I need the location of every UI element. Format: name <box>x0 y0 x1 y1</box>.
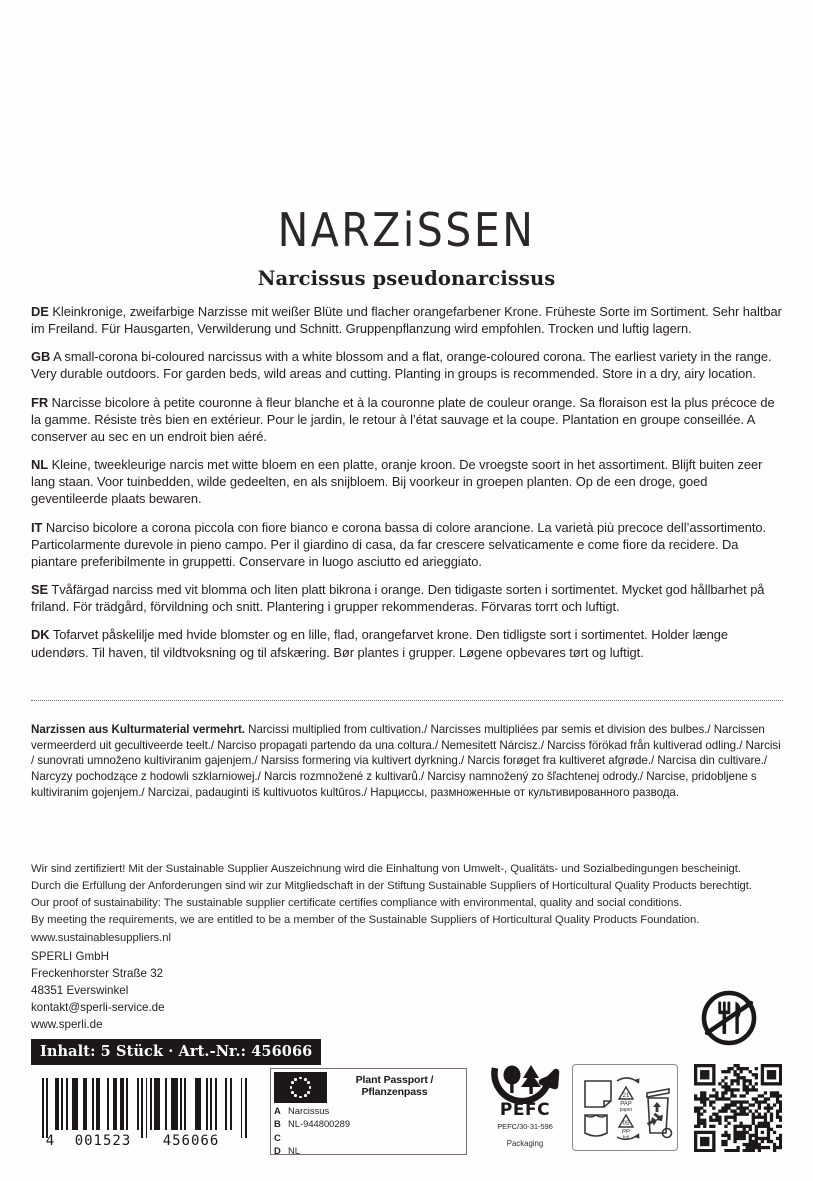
svg-text:05: 05 <box>622 1121 630 1127</box>
pefc-certification <box>486 1062 564 1148</box>
plant-passport-value: NL <box>288 1145 300 1157</box>
plant-passport-key: D <box>274 1145 281 1157</box>
language-code: SE <box>31 582 49 598</box>
title-block <box>0 203 813 290</box>
sustainability-url: www.sustainablesuppliers.nl <box>31 931 171 944</box>
latin-name: Narcissus pseudonarcissus <box>257 267 556 290</box>
plant-passport-rows <box>271 1103 466 1157</box>
recycle-symbol-pap <box>619 1087 633 1113</box>
description-text: Narciso bicolore a corona piccola con fiore bianco e corona bassa di colore arancione. La varietà più precoce dell’assortimento. Particolarmente durevole in pieno campo. Per il giardino di casa, da far crescere selvaticamente e come fiore da recidere. Da piantare preferibilmente in gruppetti. Conservare in luogo asciutto ed arieggiato. <box>31 519 767 569</box>
language-code: DK <box>31 627 50 643</box>
sustainability-line-1: Wir sind zertifiziert! Mit der Sustainable Supplier Auszeichnung wird die Einhaltung von Umwelt-, Qualitäts- und Sozialbedingungen bescheinigt. <box>31 863 741 875</box>
barcode-digit-group-2: 456066 <box>162 1133 220 1149</box>
plant-passport-row <box>274 1104 466 1117</box>
recycling-bin-icon <box>647 1089 672 1138</box>
qr-code-icon[interactable] <box>694 1064 782 1152</box>
sustainability-note <box>31 861 783 947</box>
barcode-bars <box>42 1078 247 1138</box>
sustainability-line-2: Durch die Erfüllung der Anforderungen sind wir zur Mitgliedschaft in der Stiftung Sustainable Suppliers of Horticultural Quality Products berechtigt. <box>31 880 752 893</box>
plant-passport-key: A <box>274 1105 281 1116</box>
svg-text:PP: PP <box>621 1129 631 1136</box>
contents-badge: Inhalt: 5 Stück · Art.-Nr.: 456066 <box>31 1039 321 1065</box>
plant-passport-row <box>274 1144 466 1157</box>
sustainability-line-3: Our proof of sustainability: The sustainable supplier certificate certifies compliance with environmental, quality and social conditions. <box>31 897 683 910</box>
divider <box>31 700 783 701</box>
pefc-wordmark: PEFC <box>499 1100 551 1120</box>
plant-passport-key: B <box>274 1118 281 1130</box>
language-code: GB <box>31 349 51 365</box>
barcode-digit-group-0: 4 <box>45 1133 56 1149</box>
plant-passport-row <box>274 1131 466 1144</box>
pefc-code: PEFC/30-31-596 <box>497 1121 553 1131</box>
propagation-text: Narcissi multiplied from cultivation./ Narcisses multipliées par semis et division des bulbes./ Narcissen vermeerderd uit gecultiveerde teelt./ Narciso propagati partendo da una coltura./ Nemesitett Nárcisz./ Narciss förökad från kultiverad odling./ Narcisi / sunovrati umnoženo kultiviranim gajenjem./ Narsiss formering via kultivert dyrkning./ Narcis forøget fra kultiveret afgrøde./ Narcisa din cultivare./ Narcyzy pochodzące z hodowli szklarniowej./ Narcis rozmnožené z kultivarů./ Narcisy namnožený zo šľachtenej odrody./ Narcise, pridobljene s kultiviranim gojenjem./ Narcizai, padauginti iš kultivuotos kultūros./ Нарциссы, размноженные от культивированного развода. <box>31 723 781 799</box>
plant-passport <box>270 1068 467 1155</box>
description-fr <box>31 394 783 445</box>
plant-passport-row <box>274 1117 466 1130</box>
svg-text:paper: paper <box>619 1107 633 1113</box>
company-street: Freckenhorster Straße 32 <box>31 966 164 980</box>
page-title: NARZiSSEN <box>277 203 536 258</box>
description-de <box>31 303 783 337</box>
plant-passport-title: Plant Passport / Pflanzenpass <box>355 1074 434 1098</box>
description-text: Narcisse bicolore à petite couronne à fleur blanche et à la couronne plate de couleur orange. Sa floraison est la plus précoce de la gamme. Résiste très bien en extérieur. Pour le jardin, le retour à l’état sauvage et la coupe. Plantation en groupe conseillée. A conserver au sec en un endroit bien aéré. <box>31 394 775 444</box>
company-city: 48351 Everswinkel <box>31 983 129 997</box>
description-list <box>31 303 783 672</box>
pefc-category: Packaging <box>506 1138 544 1148</box>
description-it <box>31 519 783 570</box>
language-code: DE <box>31 304 49 319</box>
eu-flag-icon <box>274 1072 327 1103</box>
description-nl <box>31 456 783 507</box>
company-email: kontakt@sperli-service.de <box>31 1000 165 1014</box>
plant-passport-value <box>288 1131 466 1144</box>
description-gb <box>31 348 783 382</box>
propagation-lead: Narzissen aus Kulturmaterial vermehrt. <box>31 723 245 736</box>
svg-text:foil: foil <box>622 1135 630 1141</box>
plant-passport-value: NL-944800289 <box>288 1118 351 1130</box>
company-website: www.sperli.de <box>31 1017 103 1031</box>
plant-passport-value: Narcissus <box>288 1105 330 1116</box>
recycle-symbol-pp <box>619 1115 633 1141</box>
description-text: Kleine, tweekleurige narcis met witte bloem en een platte, oranje kroon. De vroegste soort in het assortiment. Blijft buiten zeer lang staan. Voor tuinbedden, wilde gedeelten, en als snijbloem. Bij voorkeur in groepen planten. Op de een droge, goed geventileerde plaats bewaren. <box>31 457 763 507</box>
description-text: Kleinkronige, zweifarbige Narzisse mit weißer Blüte und flacher orangefarbener Krone. Früheste Sorte im Sortiment. Sehr haltbar im Freiland. Für Hausgarten, Verwilderung und Schnitt. Gruppenpflanzung wird empfohlen. Trocken und luftig lagern. <box>31 304 782 337</box>
description-text: Tvåfärgad narciss med vit blomma och liten platt bikrona i orange. Den tidigaste sorten i sortimentet. Mycket god hållbarhet på friland. För trädgård, förvildning och snitt. Plantering i grupper rekommenderas. Förvaras torrt och luftigt. <box>31 582 765 615</box>
propagation-note <box>31 722 783 800</box>
description-dk <box>31 626 783 660</box>
description-se <box>31 581 783 615</box>
barcode <box>42 1078 247 1156</box>
plant-passport-header <box>271 1069 466 1103</box>
svg-text:PAP: PAP <box>620 1101 632 1108</box>
description-text: A small-corona bi-coloured narcissus with a white blossom and a flat, orange-coloured corona. The earliest variety in the range. Very durable outdoors. For garden beds, wild areas and cutting. Planting in groups is recommended. Store in a dry, airy location. <box>31 349 772 382</box>
company-address <box>31 949 165 1034</box>
plant-passport-key: C <box>274 1131 281 1143</box>
recycling-panel <box>572 1064 678 1151</box>
company-name: SPERLI GmbH <box>31 950 109 963</box>
language-code: FR <box>31 394 49 410</box>
barcode-digits <box>42 1133 247 1149</box>
svg-text:21: 21 <box>622 1093 630 1099</box>
description-text: Tofarvet påskelilje med hvide blomster og en lille, flad, orangefarvet krone. Den tidligste sort i sortimentet. Holder længe udendørs. Til haven, til vildtvoksning og til afskæring. Bør plantes i grupper. Løgene opbevares tørt og luftigt. <box>31 627 729 660</box>
language-code: NL <box>31 457 49 473</box>
sustainability-line-4: By meeting the requirements, we are entitled to be a member of the Sustainable Suppliers of Horticultural Quality Products Foundation. <box>31 914 700 927</box>
not-for-food-icon <box>697 988 761 1048</box>
barcode-digit-group-1: 001523 <box>74 1133 132 1149</box>
language-code: IT <box>31 519 43 535</box>
pefc-logo-icon <box>486 1062 564 1104</box>
